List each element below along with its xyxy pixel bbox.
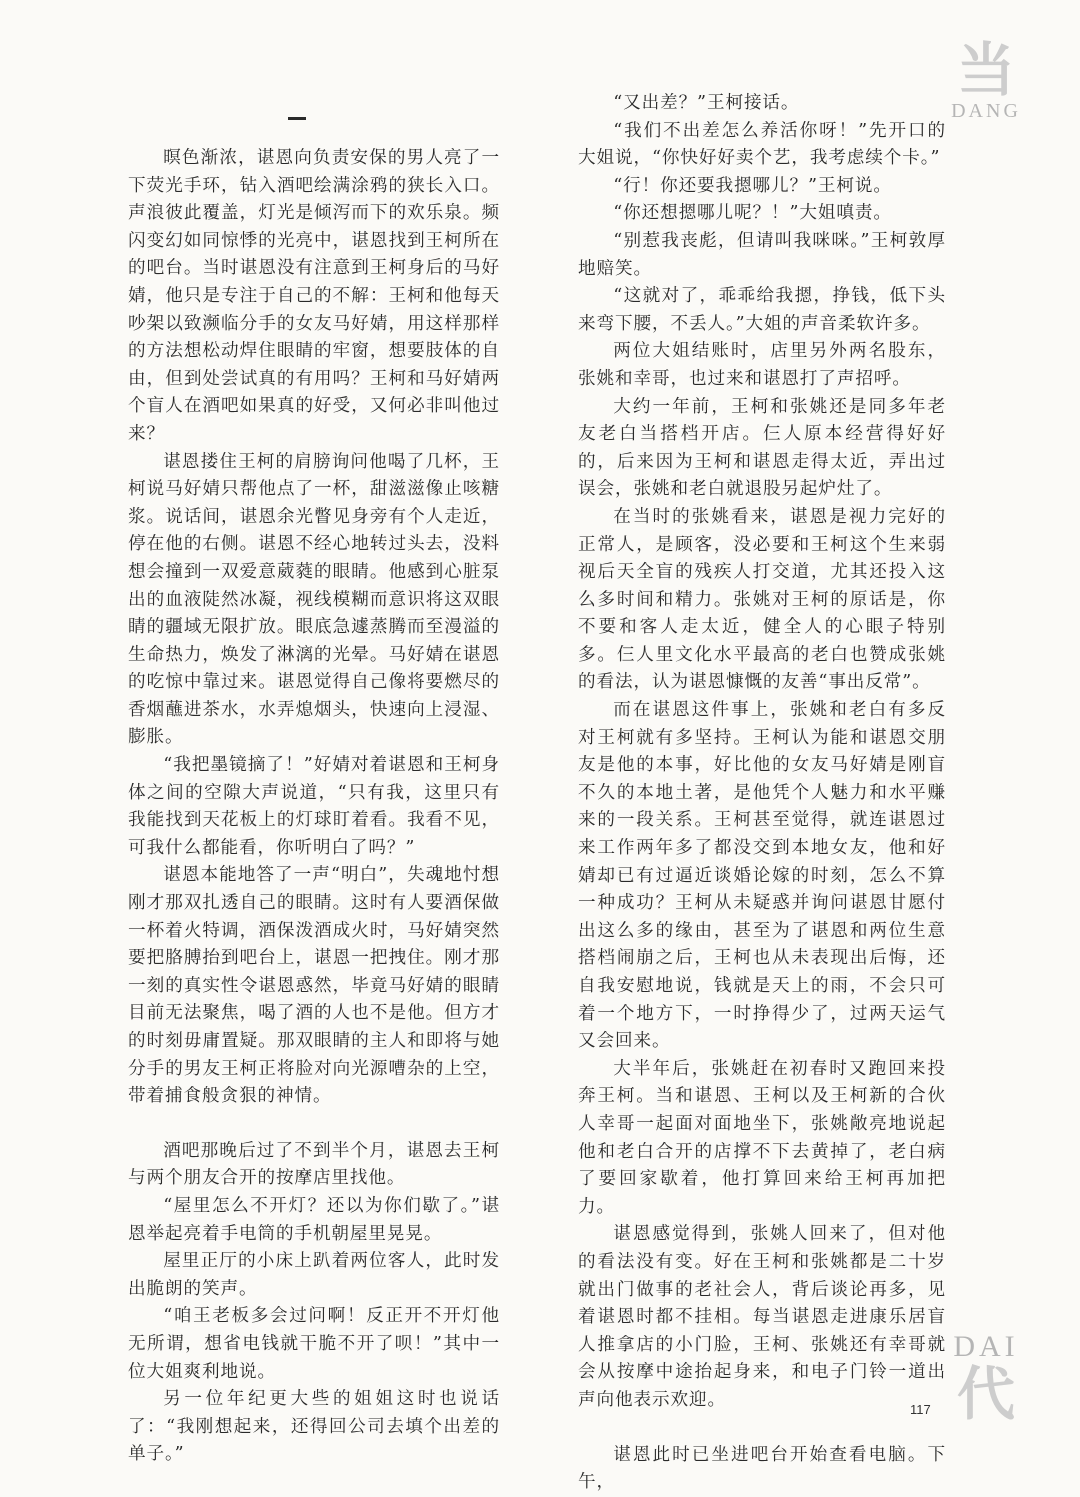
paragraph: “行！你还要我摁哪儿？”王柯说。 <box>613 175 892 196</box>
paragraph: 谌恩搂住王柯的肩膀询问他喝了几杯，王柯说马好婧只帮他点了一杯，甜滋滋像止咳糖浆。说话间，谌恩余光瞥见身旁有个人走近，停在他的右侧。谌恩不经心地转过头去，没料想会撞到一双爱意葳蕤的眼睛。他感到心脏泵出的血液陡然冰凝，视线模糊而意识将这双眼睛的疆域无限扩放。眼底急遽蒸腾而至漫溢的生命热力，焕发了淋漓的光晕。马好婧在谌恩的吃惊中靠过来。谌恩觉得自己像将要燃尽的香烟蘸进茶水，水弄熄烟头，快速向上浸湿、膨胀。 <box>128 451 500 748</box>
brand-latin-dang: DANG <box>951 100 1021 122</box>
paragraph: 屋里正厅的小床上趴着两位客人，此时发出脆朗的笑声。 <box>128 1251 500 1299</box>
brand-character-dai: 代 <box>956 1360 1015 1428</box>
left-column <box>128 90 500 1469</box>
paragraph: 暝色渐浓，谌恩向负责安保的男人亮了一下荧光手环，钻入酒吧绘满涂鸦的狭长入口。声浪彼此覆盖，灯光是倾泻而下的欢乐泉。频闪变幻如同惊悸的光亮中，谌恩找到王柯所在的吧台。当时谌恩没有注意到王柯身后的马好婧，他只是专注于自己的不解：王柯和他每天吵架以致濒临分手的女友马好婧，用这样那样的方法想松动焊住眼睛的牢窗，想要肢体的自由，但到处尝试真的有用吗？王柯和马好婧两个盲人在酒吧如果真的好受，又何必非叫他过来？ <box>128 148 500 444</box>
paragraph: 在当时的张姚看来，谌恩是视力完好的正常人，是顾客，没必要和王柯这个生来弱视后天全盲的残疾人打交道，尤其还投入这么多时间和精力。张姚对王柯的原话是，你不要和客人走太近，健全人的心眼子特别多。仨人里文化水平最高的老白也赞成张姚的看法，认为谌恩慷慨的友善“事出反常”。 <box>578 506 946 693</box>
right-column <box>578 90 946 1497</box>
paragraph: “这就对了，乖乖给我摁，挣钱，低下头来弯下腰，不丢人。”大姐的声音柔软许多。 <box>578 286 946 334</box>
paragraph: “你还想摁哪儿呢？！”大姐嗔责。 <box>613 203 892 224</box>
paragraph: 谌恩本能地答了一声“明白”，失魂地忖想刚才那双扎透自己的眼睛。这时有人要酒保做一杯着火特调，酒保泼酒成火时，马好婧突然要把胳膊抬到吧台上，谌恩一把拽住。刚才那一刻的真实性令谌恩惑然，毕竟马好婧的眼睛目前无法聚焦，喝了酒的人也不是他。但方才的时刻毋庸置疑。那双眼睛的主人和即将与她分手的男友王柯正将脸对向光源嘈杂的上空，带着捕食般贪狠的神情。 <box>128 865 500 1107</box>
brand-latin-dai: DAI <box>953 1330 1019 1363</box>
paragraph: “又出差？”王柯接话。 <box>613 93 800 113</box>
paragraph: 谌恩此时已坐进吧台开始查看电脑。下午， <box>578 1444 946 1493</box>
paragraph: “屋里怎么不开灯？还以为你们歇了。”谌恩举起亮着手电筒的手机朝屋里晃晃。 <box>128 1195 500 1244</box>
paragraph: 两位大姐结账时，店里另外两名股东，张姚和幸哥，也过来和谌恩打了声招呼。 <box>578 341 946 389</box>
paragraph: 酒吧那晚后过了不到半个月，谌恩去王柯与两个朋友合开的按摩店里找他。 <box>128 1140 500 1189</box>
magazine-brand-bottom <box>946 1330 1026 1428</box>
paragraph: 大约一年前，王柯和张姚还是同多年老友老白当搭档开店。仨人原本经营得好好的，后来因为王柯和谌恩走得太近，弄出过误会，张姚和老白就退股另起炉灶了。 <box>578 396 946 500</box>
paragraph: 而在谌恩这件事上，张姚和老白有多反对王柯就有多坚持。王柯认为能和谌恩交朋友是他的本事，好比他的女友马好婧是刚盲不久的本地土著，是他凭个人魅力和水平赚来的一段关系。王柯甚至觉得，就连谌恩过来工作两年多了都没交到本地女友，他和好婧却已有过逼近谈婚论嫁的时刻，怎么不算一种成功？王柯从未疑惑并询问谌恩甘愿付出这么多的缘由，甚至为了谌恩和两位生意搭档闹崩之后，王柯也从未表现出后悔，还自我安慰地说，钱就是天上的雨，不会只可着一个地方下，一时挣得少了，过两天运气又会回来。 <box>578 700 946 1052</box>
magazine-brand-top <box>946 36 1026 123</box>
page-number: 117 <box>910 1402 931 1417</box>
paragraph: “我把墨镜摘了！”好婧对着谌恩和王柯身体之间的空隙大声说道，“只有我，这里只有我能找到天花板上的灯球盯着看。我看不见，可我什么都能看，你听明白了吗？” <box>128 755 500 858</box>
paragraph: 大半年后，张姚赶在初春时又跑回来投奔王柯。当和谌恩、王柯以及王柯新的合伙人幸哥一起面对面地坐下，张姚敞亮地说起他和老白合开的店撑不下去黄掉了，老白病了要回家歇着，他打算回来给王柯再加把力。 <box>578 1058 946 1217</box>
brand-character-dang: 当 <box>956 36 1015 104</box>
paragraph: “我们不出差怎么养活你呀！”先开口的大姐说，“你快好好卖个艺，我考虑续个卡。” <box>578 120 946 169</box>
paragraph: “咱王老板多会过问啊！反正开不开灯他无所谓，想省电钱就干脆不开了呗！”其中一位大姐爽利地说。 <box>128 1306 500 1382</box>
paragraph: 另一位年纪更大些的姐姐这时也说话了：“我刚想起来，还得回公司去填个出差的单子。” <box>128 1389 500 1465</box>
paragraph: 谌恩感觉得到，张姚人回来了，但对他的看法没有变。好在王柯和张姚都是二十岁就出门做事的老社会人，背后谈论再多，见着谌恩时都不挂相。每当谌恩走进康乐居盲人推拿店的小门脸，王柯、张姚还有幸哥就会从按摩中途抬起身来，和电子门铃一道出声向他表示欢迎。 <box>578 1224 946 1410</box>
paragraph: “别惹我丧彪，但请叫我咪咪。”王柯敦厚地赔笑。 <box>578 230 946 279</box>
